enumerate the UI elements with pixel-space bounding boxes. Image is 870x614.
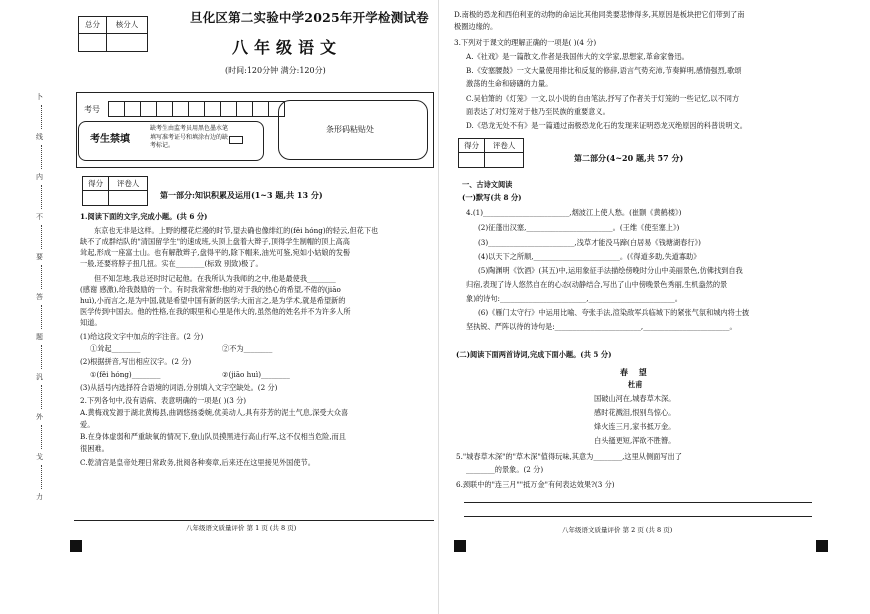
gutter-char: 力	[36, 493, 43, 501]
q1-sub2-a[interactable]: ①(fěi hóng)________	[90, 370, 161, 379]
gutter-dotted-line	[41, 185, 43, 209]
q1-sub1: (1)给这段文字中加点的字注音。(2 分)	[80, 332, 204, 341]
part1-checker-cell[interactable]	[109, 191, 148, 206]
absent-mark-box[interactable]	[229, 136, 243, 144]
left-footer-rule	[74, 520, 434, 521]
exam-no-digit-box[interactable]	[172, 101, 189, 117]
checker-cell[interactable]	[106, 34, 147, 52]
registration-mark	[816, 540, 828, 552]
gutter-char: 不	[36, 213, 43, 221]
q3-heading: 3.下列对于课文的理解正确的一项是( )(4 分)	[454, 38, 597, 47]
q1-sub3: (3)从括号内选择符合语境的词语,分别填入文字空缺处。(2 分)	[80, 383, 278, 392]
q2-option-c[interactable]: C.乾清宫是皇帝处理日常政务,批阅各种奏章,后来还在这里接见外国使节。	[80, 458, 315, 467]
gutter-dotted-line	[41, 305, 43, 329]
exam-no-digit-box[interactable]	[140, 101, 157, 117]
q2-option-b[interactable]: B.在身体虚弱和严重缺氧的情况下,登山队员摸黑进行高山行军,这不仅相当危险,而且	[80, 432, 346, 441]
right-footer: 八年级语文质量评价 第 2 页 (共 8 页)	[562, 526, 673, 534]
part1-score-table	[82, 176, 148, 206]
q1-p1-line: 缺不了成群结队的"清国留学生"的速成班,头顶上盘着大辫子,顶得学生制帽的顶上高高	[80, 237, 350, 246]
part1-title: 第一部分:知识积累及运用(1~3 题,共 13 分)	[160, 190, 323, 200]
registration-mark	[454, 540, 466, 552]
page-divider	[438, 0, 439, 614]
q3-option-a[interactable]: A.《社戏》是一篇散文,作者是我国伟大的文学家,思想家,革命家鲁迅。	[466, 52, 689, 61]
q4-line[interactable]: 4.(1)________________________,烟波江上使人愁。(崔颢《黄鹤楼》)	[466, 208, 682, 217]
q6-heading: 6.颈联中的"连三月""抵万金"有何表达效果?(3 分)	[456, 480, 615, 489]
q5-line[interactable]: 5."城春草木深"的"草木深"值得玩味,其意为________,这里从侧面写出了	[456, 452, 682, 461]
q3-option-c[interactable]: C.吴伯箫的《灯笼》一文,以小说的自由笔法,抒写了作者关于灯笼的一些记忆,以不同方	[466, 94, 740, 103]
q4-line: 归宿,表现了诗人悠然自在的心态(动静结合,写出了山中傍晚景色秀丽,生机盎然的景	[466, 280, 728, 289]
q3-option-b-cont: 激荡的生命和磅礴的力量。	[466, 79, 553, 88]
gutter-char: 外	[36, 413, 43, 421]
q4-line: (6)《雁门太守行》中运用比喻、夸张手法,渲染敌军兵临城下的紧张气氛和城内将士披	[478, 308, 750, 317]
q1-sub2-b[interactable]: ②(jiāo huì)________	[222, 370, 290, 379]
gutter-char: 线	[36, 133, 43, 141]
q1-p2-line: 知道。	[80, 318, 102, 327]
part1-checker-label: 评卷人	[109, 177, 148, 191]
q3-option-d[interactable]: D.《恐龙无处不有》是一篇通过南极恐龙化石的发现来证明恐龙灭绝原因的科普说明文。	[466, 121, 747, 130]
gutter-char: 答	[36, 293, 43, 301]
q4-line: (5)陶渊明《饮酒》(其五)中,运用象征手法描绘傍晚时分山中美丽景色,仿佛找到自我	[478, 266, 743, 275]
exam-no-label: 考号	[84, 105, 100, 114]
part1-score-cell[interactable]	[83, 191, 109, 206]
q4-line[interactable]: (3)________________________,浅草才能没马蹄(白居易《钱塘湖春行》)	[478, 238, 701, 247]
q4-line[interactable]: (2)征蓬出汉塞,________________________。(王维《使至塞上》)	[478, 223, 680, 232]
poem-author: 杜甫	[628, 380, 643, 389]
q1-p2-line: 医学传到中国去。他的性格,在我的眼里和心里是伟大的,虽然他的姓名并不为许多人所	[80, 307, 351, 316]
q2-option-b-cont: 很困难。	[80, 444, 109, 453]
q5-line-cont[interactable]: ________的景象。(2 分)	[466, 465, 544, 474]
q1-sub1-a[interactable]: ①耸起________	[90, 344, 141, 353]
poem-line: 感时花溅泪,恨别鸟惊心。	[594, 408, 676, 417]
exam-no-digit-box[interactable]	[220, 101, 237, 117]
poem-line: 白头搔更短,浑欲不胜簪。	[594, 436, 676, 445]
gutter-dotted-line	[41, 345, 43, 369]
q3-option-c-cont: 面表达了对灯笼对于他乃至民族的重要意义。	[466, 107, 610, 116]
registration-mark	[70, 540, 82, 552]
part2-score-cell[interactable]	[459, 153, 485, 168]
exam-no-digit-box[interactable]	[236, 101, 253, 117]
q6-answer-line[interactable]	[464, 516, 812, 517]
poem-line: 国破山河在,城春草木深。	[594, 394, 676, 403]
time-info: (时间:120分钟 满分:120分)	[225, 66, 326, 75]
gutter-char: 卜	[36, 93, 43, 101]
part2-score-label: 得分	[459, 139, 485, 153]
section1-sub: (一)默写(共 8 分)	[462, 193, 522, 202]
poem-line: 烽火连三月,家书抵万金。	[594, 422, 676, 431]
section1-title: 一、古诗文阅读	[462, 180, 513, 189]
q1-sub2: (2)根据拼音,写出相应汉字。(2 分)	[80, 357, 192, 366]
gutter-char: 题	[36, 333, 43, 341]
gutter-dotted-line	[41, 265, 43, 289]
part1-score-label: 得分	[83, 177, 109, 191]
exam-no-digit-box[interactable]	[204, 101, 221, 117]
gutter-dotted-line	[41, 465, 43, 489]
q2-option-a[interactable]: A.黄梅戏发源于湖北黄梅县,曲调悠扬委婉,优美动人,具有芬芳的泥土气息,深受大众喜	[80, 408, 349, 417]
gutter-dotted-line	[41, 425, 43, 449]
q2-option-d[interactable]: D.南极的恐龙和西伯利亚的动物的命运比其他同类要悲惨得多,其原因是板块把它们带到了南	[454, 10, 745, 19]
total-score-cell[interactable]	[79, 34, 107, 52]
q1-p1-line: 耸起,形成一座富士山。也有解散辫子,盘得平的,除下帽来,油光可鉴,宛如小姑娘的发髻	[80, 248, 351, 257]
q3-option-b[interactable]: B.《安塞腰鼓》一文大量使用排比和反复的修辞,语言气势充沛,节奏鲜明,感情强烈,歌颂	[466, 66, 742, 75]
total-score-table	[78, 16, 148, 52]
forbid-label: 考生禁填	[90, 134, 130, 145]
q1-sub1-b[interactable]: ②不为________	[222, 344, 273, 353]
gutter-char: 戈	[36, 453, 43, 461]
q6-answer-line[interactable]	[464, 502, 812, 503]
q1-passage-p1: 东京也无非是这样。上野的樱花烂漫的时节,望去确也像绯红的(fěi hóng)的轻云,但花下也	[94, 226, 379, 235]
q1-p1-line: 一般,还要将脖子扭几扭。实在________(标致 别致)极了。	[80, 259, 263, 268]
q2-option-a-cont: 爱。	[80, 420, 95, 429]
gutter-dotted-line	[41, 145, 43, 169]
section2-heading: (二)阅读下面两首诗词,完成下面小题。(共 5 分)	[456, 350, 612, 359]
q2-option-d-cont: 极圈边缘的。	[454, 22, 498, 31]
exam-no-digit-box[interactable]	[156, 101, 173, 117]
part2-title: 第二部分(4~20 题,共 57 分)	[574, 153, 684, 163]
q4-line[interactable]: (4)以天下之所顺,________________________。(《得道多助,失道寡助》	[478, 252, 701, 261]
gutter-char: 汎	[36, 373, 43, 381]
exam-no-boxes[interactable]	[108, 101, 284, 117]
gutter-char: 内	[36, 173, 43, 181]
gutter-char: 要	[36, 253, 43, 261]
q4-line[interactable]: 象)的诗句:________________________,________________________。	[466, 294, 682, 303]
school-title: 旦化区第二实验中学2025年开学检测试卷	[190, 10, 429, 25]
q1-heading: 1.阅读下面的文字,完成小题。(共 6 分)	[80, 212, 208, 221]
gutter-dotted-line	[41, 385, 43, 409]
q1-p2-line: huì),小而言之,是为中国,就是希望中国有新的医学;大而言之,是为学术,就是希望新的	[80, 296, 346, 305]
part2-checker-cell[interactable]	[485, 153, 524, 168]
subject-title: 八年级语文	[232, 38, 343, 57]
total-score-label: 总分	[79, 17, 107, 34]
gutter-dotted-line	[41, 105, 43, 129]
part2-score-table	[458, 138, 524, 168]
q2-heading: 2.下列各句中,没有语病、表意明确的一项是( )(3 分)	[80, 396, 247, 405]
gutter-dotted-line	[41, 225, 43, 249]
checker-label: 核分人	[106, 17, 147, 34]
barcode-label: 条形码粘贴处	[326, 125, 374, 134]
q1-p2-line: (感谢 感激),给我鼓励的一个。有时我常常想:他的对于我的热心的希望,不倦的(jiāo	[80, 285, 341, 294]
exam-no-digit-box[interactable]	[124, 101, 141, 117]
q4-line[interactable]: 坚执锐、严阵以待的诗句是:________________________,________________________。	[466, 322, 737, 331]
part2-checker-label: 评卷人	[485, 139, 524, 153]
exam-no-digit-box[interactable]	[252, 101, 269, 117]
left-footer: 八年级语文质量评价 第 1 页 (共 8 页)	[186, 524, 297, 532]
forbid-note: 缺考生由监考员用黑色墨水笔 填写准考证号和填涂右边的缺 考标记。	[150, 125, 229, 150]
poem-title: 春 望	[620, 367, 651, 377]
q1-p2-line: 但不知怎地,我总还时时记起他。在我所认为我师的之中,他是最使我________	[94, 274, 336, 283]
exam-no-digit-box[interactable]	[188, 101, 205, 117]
exam-no-digit-box[interactable]	[108, 101, 125, 117]
